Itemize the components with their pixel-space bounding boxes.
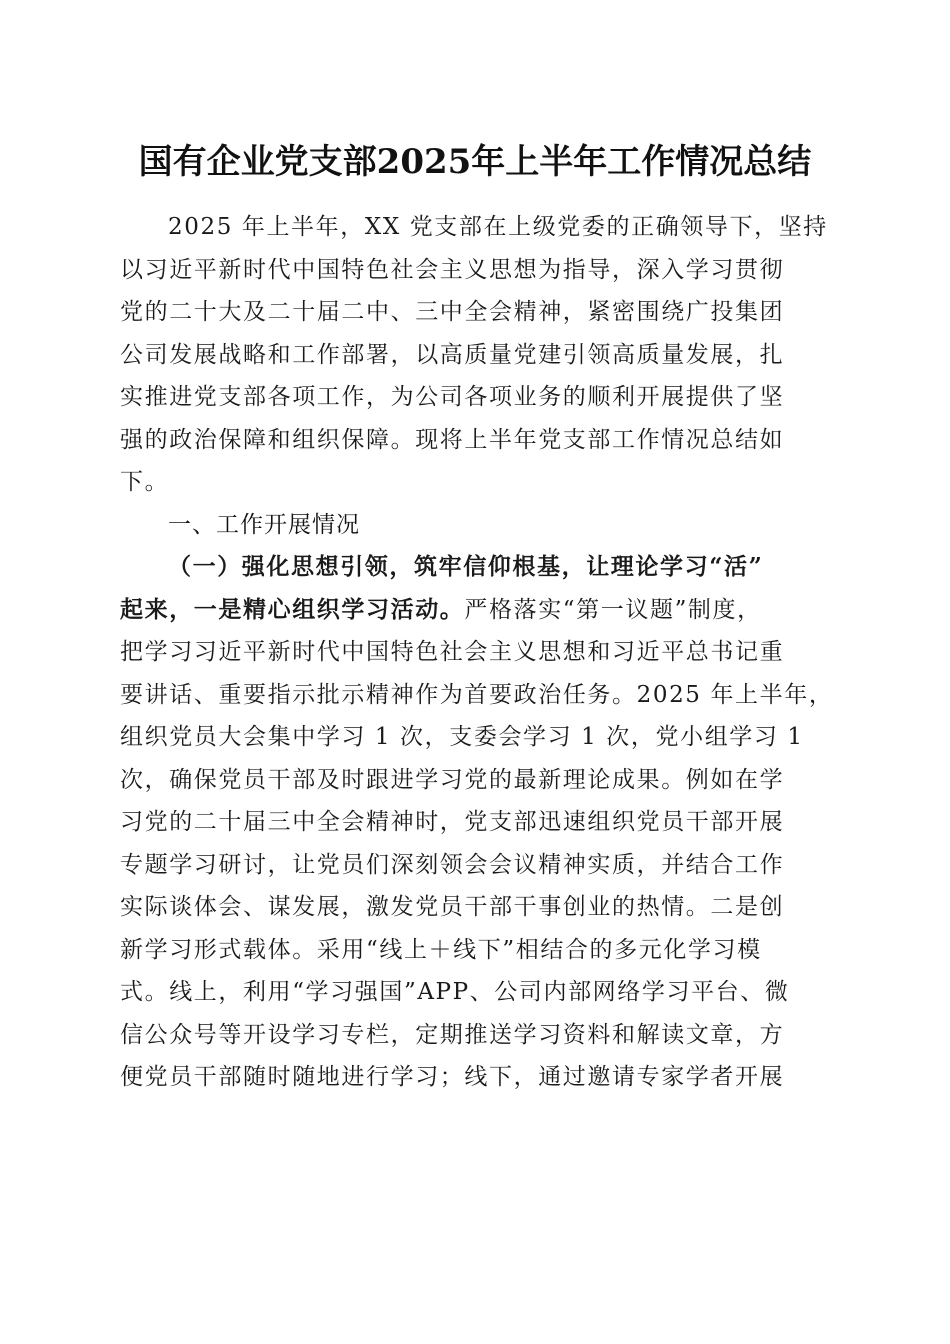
subsection-heading-tail: 起来，一是精心组织学习活动。 [120,595,465,623]
subsection-line [120,589,860,632]
body-line: 信公众号等开设学习专栏，定期推送学习资料和解读文章，方 [120,1021,785,1048]
body-line: 新学习形式载体。采用“线上＋线下”相结合的多元化学习模 [120,936,762,963]
intro-line: 以习近平新时代中国特色社会主义思想为指导，深入学习贯彻 [120,256,785,283]
body-line: 组织党员大会集中学习 1 次，支委会学习 1 次，党小组学习 1 [120,724,804,750]
subsection-heading-line: （一）强化思想引领，筑牢信仰根基，让理论学习“活” [168,553,764,580]
intro-line: 下。 [120,469,170,495]
body-line: 习党的二十届三中全会精神时，党支部迅速组织党员干部开展 [120,809,785,835]
body-line: 把学习习近平新时代中国特色社会主义思想和习近平总书记重 [120,639,785,665]
intro-line: 实推进党支部各项工作，为公司各项业务的顺利开展提供了坚 [120,384,785,410]
subsection-text: 严格落实“第一议题”制度， [464,596,762,623]
section-heading: 一、工作开展情况 [168,511,360,538]
body-line: 便党员干部随时随地进行学习；线下，通过邀请专家学者开展 [120,1064,785,1090]
intro-line: 公司发展战略和工作部署，以高质量党建引领高质量发展，扎 [120,341,785,368]
intro-line: 2025 年上半年，XX 党支部在上级党委的正确领导下，坚持 [168,214,828,240]
body-line: 要讲话、重要指示批示精神作为首要政治任务。2025 年上半年， [120,681,834,708]
intro-line: 党的二十大及二十届二中、三中全会精神，紧密围绕广投集团 [120,299,785,325]
document-title: 国有企业党支部2025年上半年工作情况总结 [138,142,812,182]
body-line: 专题学习研讨，让党员们深刻领会会议精神实质，并结合工作 [120,851,785,878]
body-line: 次，确保党员干部及时跟进学习党的最新理论成果。例如在学 [120,766,785,793]
body-line: 式。线上，利用“学习强国”APP、公司内部网络学习平台、微 [120,979,790,1005]
body-line: 实际谈体会、谋发展，激发党员干部干事创业的热情。二是创 [120,894,785,920]
intro-line: 强的政治保障和组织保障。现将上半年党支部工作情况总结如 [120,426,785,453]
document-body [120,206,860,1099]
